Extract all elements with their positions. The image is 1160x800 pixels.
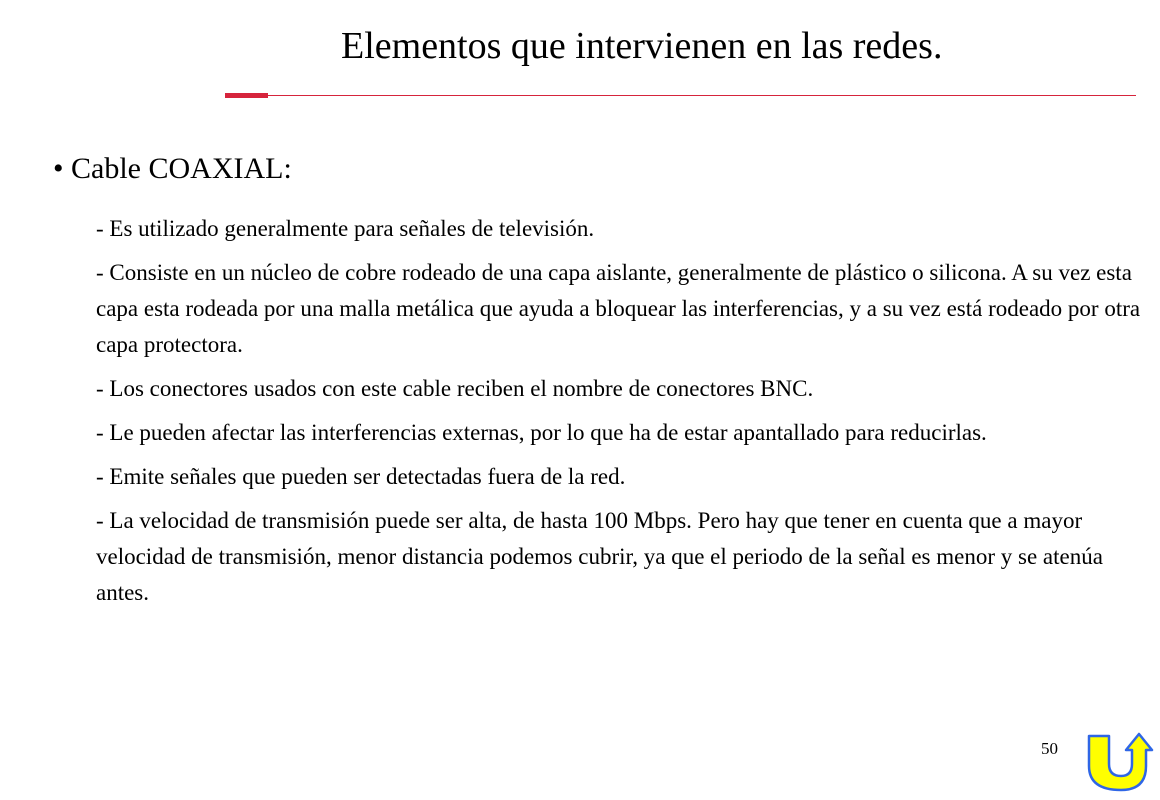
- paragraph-connectors: - Los conectores usados con este cable reciben el nombre de conectores BNC.: [96, 376, 814, 401]
- paragraph-interference: - Le pueden afectar las interferencias externas, por lo que ha de estar apantallado para reducirlas.: [96, 420, 987, 445]
- title-underline-accent: [225, 93, 268, 98]
- paragraph-usage: - Es utilizado generalmente para señales de televisión.: [96, 216, 595, 241]
- title-underline: [225, 95, 1136, 96]
- paragraph-emission: - Emite señales que pueden ser detectadas fuera de la red.: [96, 464, 626, 489]
- slide-title: Elementos que intervienen en las redes.: [341, 25, 943, 67]
- paragraph-structure: - Consiste en un núcleo de cobre rodeado de una capa aislante, generalmente de plástico o silicona. A su vez esta capa esta rodeada por una malla metálica que ayuda a bloquear las interferencias, y a su vez está rodeado por otra capa protectora.: [96, 260, 1141, 357]
- slide-body: [96, 211, 1141, 619]
- page-number: 50: [1041, 739, 1058, 758]
- return-arrow-icon[interactable]: [1083, 728, 1155, 794]
- section-heading: • Cable COAXIAL:: [53, 152, 292, 185]
- paragraph-speed: - La velocidad de transmisión puede ser alta, de hasta 100 Mbps. Pero hay que tener en cuenta que a mayor velocidad de transmisión, menor distancia podemos cubrir, ya que el periodo de la señal es menor y se atenúa antes.: [96, 508, 1103, 605]
